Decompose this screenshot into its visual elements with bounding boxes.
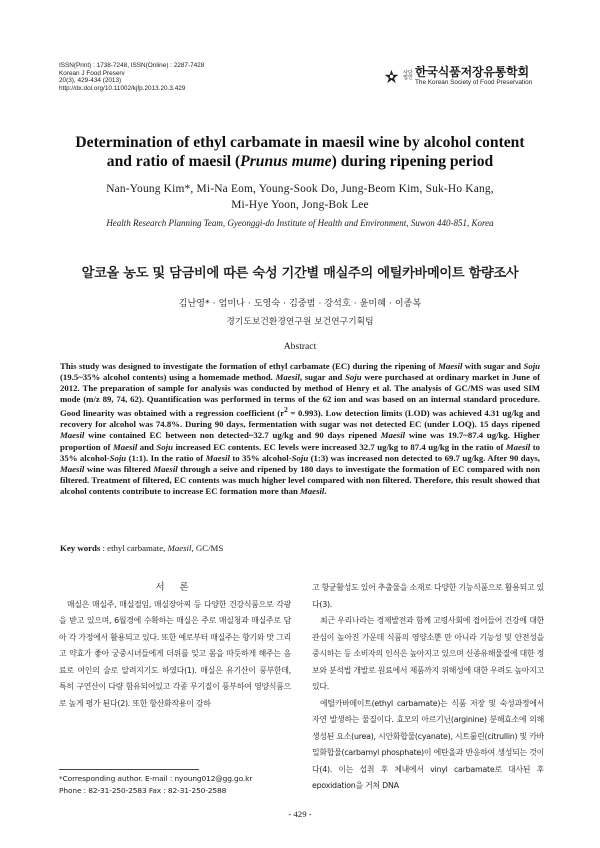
doi-link[interactable]: http://dx.doi.org/10.11002/kjfp.2013.20.3.429 (59, 84, 186, 92)
journal-meta (59, 62, 204, 92)
journal-abbrev: Korean J Food Preserv (59, 69, 125, 77)
society-logo (383, 66, 532, 86)
page-number: - 429 - (288, 809, 312, 819)
paper-title-ko: 알코올 농도 및 담금비에 따른 숙성 기간별 매실주의 에틸카바메이트 함량조사 (81, 266, 519, 281)
issn-line: ISSN(Print) : 1738-7248, ISSN(Online) : 2287-7428 (59, 62, 205, 69)
society-name-en: The Korean Society of Food Preservation (415, 79, 533, 86)
scientific-name: Prunus mume (240, 153, 332, 170)
volume-line: 20(3), 429-434 (2013) (59, 77, 122, 85)
paragraph: 에틸카바메이트(ethyl carbamate)는 식품 저장 및 숙성과정에서 자연 발생하는 물질이다. 효모의 아르기닌(arginine) 분해효소에 의해 생성된 요소(urea), 시안화합물(cyanate), 시트룰린(citrullin) 및 카바밀화합물(carbamyl phosphate)이 에탄올과 반응하여 생성되는 것이다(4). 이는 섭취 후 체내에서 vinyl carbamate로 대사된 후 epoxidation을 거쳐 DNA (312, 698, 544, 790)
body-column-right (312, 580, 544, 795)
abstract-text: This study was designed to investigate the formation of ethyl carbamate (EC) during the ripening of Maesil with sugar and Soju (19.5~35% alcohol contents) using a homemade method. Maesil, sugar and Soju were purchased at ordinary market in June of 2012. The preparation of sample for analysis was conducted by method of Henry et al. The analysis of GC/MS was used SIM mode (m/z 89, 74, 62). Quantification was performed in terms of the 62 ion and was based on an internal standard procedure. Good linearity was obtained with a regression coefficient $(r^2 = 0.993)$. Low detection limits (LOD) was achieved 4.31 ug/kg and recovery for alcohol was 74.8%. During 90 days, fermentation with sugar was not detected EC (under LOQ). 15 days ripened Maesil wine contained EC between non detected~32.7 ug/kg and 90 days ripened Maesil wine was 19.7~87.4 ug/kg. Higher proportion of Maesil and Soju increased EC contents. EC levels were increased 32.7 ug/kg to 87.4 ug/kg in the ratio of Maesil to 35% alcohol-Soju (1:1). In the ratio of Maesil to 35% alcohol-Soju (1:3) was increased non detected to 69.7 ug/kg. After 90 days, Maesil wine was filtered Maesil through a seive and ripened by 180 days to investigate the formation of EC compared with non filtered. Treatment of filtered, EC contents was much higher level compared with non filtered. Therefore, this result showed that alcohol contents contribute to increase EC formation more than Maesil. (60, 361, 541, 496)
society-emblem-icon (383, 68, 400, 85)
society-name-ko: 한국식품저장유통학회 (415, 65, 529, 79)
paragraph: 매실은 매실주, 매실절임, 매실장아찌 등 다양한 건강식품으로 각광을 받고 있으며, 6월경에 수확하는 매실은 주로 매실청과 매실주로 담아 각 가정에서 활용되고 있다. 또한 예로부터 매실주는 향기와 맛 그리고 약효가 좋아 궁중시녀들에게 더위를 잊고 몸을 따듯하게 해주는 음료로 여인의 술로 알려지기도 하였다(1). 매실은 유기산이 풍부한데, 특히 구연산이 다량 함유되어있고 각종 무기질이 풍부하여 영양식품으로 높게 평가 된다(2). 또한 항산화작용이 강하 (59, 599, 291, 708)
affiliation: Health Research Planning Team, Gyeonggi-do Institute of Health and Environment, Suwon 440-851, Korea (106, 218, 494, 228)
society-type-label: 사단법인 (403, 69, 413, 81)
abstract-heading: Abstract (283, 341, 317, 352)
paper-title: Determination of ethyl carbamate in maesil wine by alcohol content and ratio of maesil (Prunus mume) during ripening period (75, 134, 525, 170)
keywords: Key words : ethyl carbamate, Maesil, GC/MS (60, 543, 224, 553)
affiliation-ko: 경기도보건환경연구원 보건연구기획팀 (226, 317, 374, 327)
corresponding-author-footnote: *Corresponding author. E-mail : nyoung012@gg.go.kr Phone : 82-31-250-2583 Fax : 82-31-250-2588 (59, 774, 253, 795)
paragraph: 최근 우리나라는 경제발전과 함께 고령사회에 접어들어 건강에 대한 관심이 높아진 가운데 식품의 영양소뿐 만 아니라 기능성 및 안전성을 중시하는 등 소비자의 인식은 높아지고 있으며 신종유해물질에 대한 정보와 분석법 개발로 원료에서 제품까지 위해성에 대한 우려도 높아지고 있다. (312, 616, 544, 691)
author-list: Nan-Young Kim*, Mi-Na Eom, Young-Sook Do, Jung-Beom Kim, Suk-Ho Kang, Mi-Hye Yoon, Jong-Bok Lee (106, 183, 494, 211)
footnote-divider (59, 769, 199, 770)
body-column-left (59, 580, 291, 712)
section-title: 서 론 (155, 582, 195, 593)
author-list-ko: 김난영* · 엄미나 · 도영숙 · 김중범 · 강석호 · 윤미혜 · 이종복 (178, 299, 422, 309)
paragraph: 고 항균활성도 있어 추출물을 소재로 다양한 기능식품으로 활용되고 있다(3). (312, 583, 544, 609)
